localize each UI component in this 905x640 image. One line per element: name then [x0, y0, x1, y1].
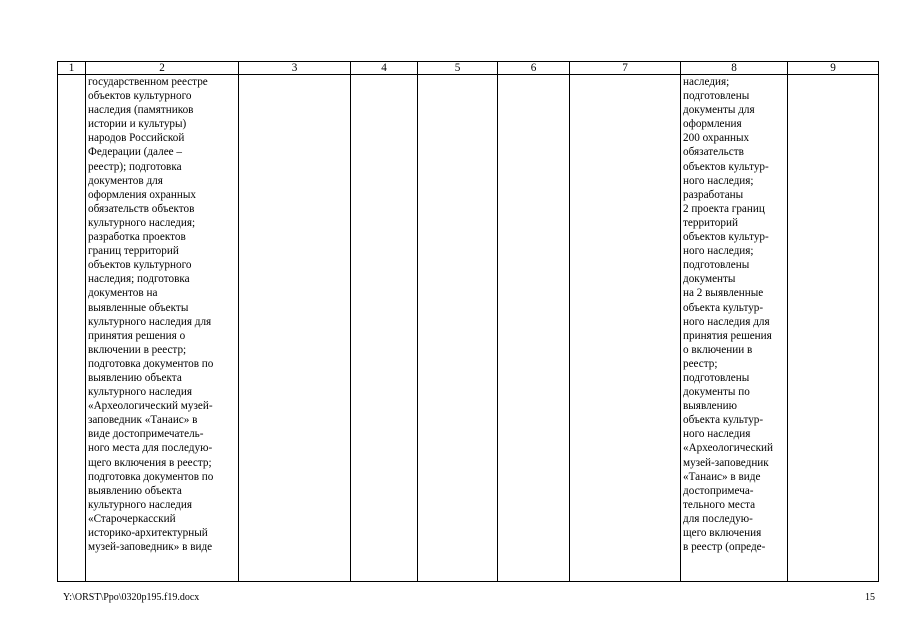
cell-col-8	[681, 75, 788, 582]
cell-col-3	[239, 75, 351, 582]
footer-file-path: Y:\ORST\Ppo\0320p195.f19.docx	[63, 592, 200, 603]
header-row	[58, 62, 879, 75]
cell-col-1	[58, 75, 86, 582]
page-number: 15	[865, 592, 875, 603]
cell-col-2-text: государственном реестре объектов культурного наследия (памятников истории и культуры) народов Российской Федерации (далее – реестр); подготовка документов для оформления охранных обязательств объектов культурного наследия; разработка проектов границ территорий объектов культурного наследия; подготовка документов на выявленные объекты культурного наследия для принятия решения о включении в реестр; подготовка документов по выявлению объекта культурного наследия «Археологический музей- заповедник «Танаис» в виде достопримечатель- ного места для последую- щего включения в реестр; подготовка документов по выявлению объекта культурного наследия «Старочеркасский историко-архитектурный музей-заповедник» в виде	[88, 76, 214, 554]
column-header-3: 3	[239, 62, 351, 75]
column-header-2: 2	[86, 62, 239, 75]
cell-col-4	[351, 75, 418, 582]
column-header-7: 7	[570, 62, 681, 75]
cell-col-2	[86, 75, 239, 582]
table-row	[58, 75, 879, 582]
column-header-4: 4	[351, 62, 418, 75]
column-header-6: 6	[498, 62, 570, 75]
column-header-1: 1	[58, 62, 86, 75]
column-header-8: 8	[681, 62, 788, 75]
column-header-9: 9	[788, 62, 879, 75]
cell-col-5	[418, 75, 498, 582]
cell-col-9	[788, 75, 879, 582]
cell-col-6	[498, 75, 570, 582]
cell-col-7	[570, 75, 681, 582]
document-table	[57, 61, 879, 582]
cell-col-8-text: наследия; подготовлены документы для оформления 200 охранных обязательств объектов культур- ного наследия; разработаны 2 проекта границ территорий объектов культур- ного наследия; подготовлены документы на 2 выявленные объекта культур- ного наследия для принятия решения о включении в реестр; подготовлены документы по выявлению объекта культур- ного наследия «Археологический музей-заповедник «Танаис» в виде достопримеча- тельного места для последую- щего включения в реестр (опреде-	[683, 76, 773, 554]
column-header-5: 5	[418, 62, 498, 75]
